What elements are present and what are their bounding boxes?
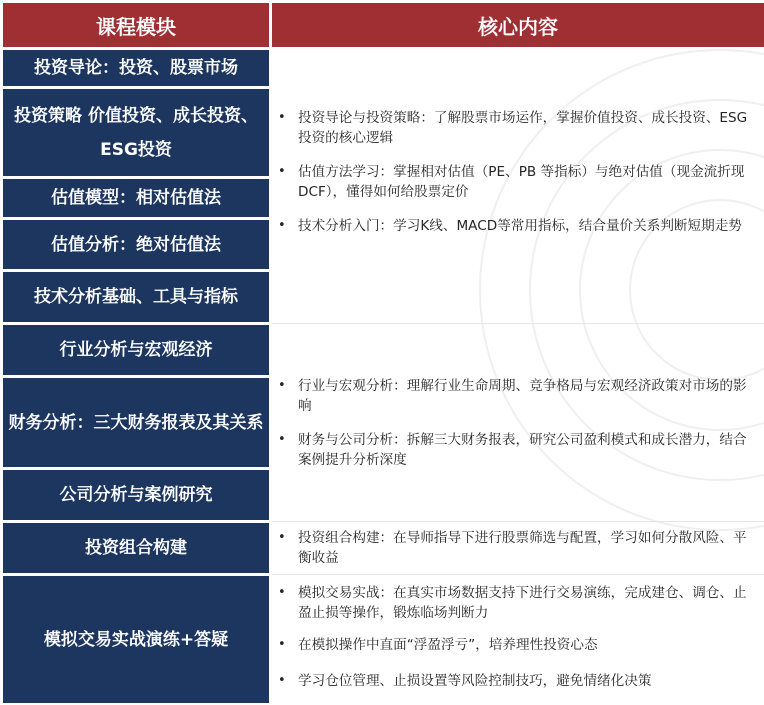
- content-bullet: • 估值方法学习：掌握相对估值（PE、PB 等指标）与绝对估值（现金流折现DCF），懂得如何给股票定价: [272, 162, 764, 202]
- module-cell: 技术分析基础、工具与指标: [3, 272, 269, 322]
- header-module: 课程模块: [3, 3, 269, 47]
- module-cell: 估值分析：绝对估值法: [3, 220, 269, 269]
- module-cell: 投资策略 价值投资、成长投资、ESG投资: [3, 89, 269, 176]
- content-bullet: • 在模拟操作中直面“浮盈浮亏”，培养理性投资心态: [272, 635, 764, 655]
- row-divider: [272, 574, 764, 575]
- row-divider: [272, 521, 764, 522]
- content-group-3: [272, 528, 764, 568]
- module-cell: 投资导论：投资、股票市场: [3, 50, 269, 86]
- content-bullet: • 行业与宏观分析：理解行业生命周期、竞争格局与宏观经济政策对市场的影响: [272, 376, 764, 416]
- module-cell: 公司分析与案例研究: [3, 470, 269, 520]
- content-bullet: • 学习仓位管理、止损设置等风险控制技巧，避免情绪化决策: [272, 671, 764, 691]
- module-cell: 财务分析：三大财务报表及其关系: [3, 378, 269, 467]
- module-cell: 投资组合构建: [3, 523, 269, 573]
- content-group-4: [272, 583, 764, 691]
- content-bullet: • 投资导论与投资策略：了解股票市场运作，掌握价值投资、成长投资、ESG 投资的核心逻辑: [272, 108, 764, 148]
- header-content: 核心内容: [272, 3, 764, 47]
- content-group-1: [272, 108, 764, 236]
- module-cell: 估值模型：相对估值法: [3, 179, 269, 217]
- content-bullet: • 财务与公司分析：拆解三大财务报表，研究公司盈利模式和成长潜力，结合案例提升分析深度: [272, 430, 764, 470]
- content-bullet: • 模拟交易实战：在真实市场数据支持下进行交易演练，完成建仓、调仓、止盈止损等操作，锻炼临场判断力: [272, 583, 764, 623]
- content-group-2: [272, 376, 764, 470]
- content-bullet: • 技术分析入门：学习K线、MACD等常用指标，结合量价关系判断短期走势: [272, 216, 764, 236]
- row-divider: [272, 323, 764, 324]
- module-cell: 行业分析与宏观经济: [3, 325, 269, 375]
- content-bullet: • 投资组合构建：在导师指导下进行股票筛选与配置，学习如何分散风险、平衡收益: [272, 528, 764, 568]
- module-cell: 模拟交易实战演练+答疑: [3, 576, 269, 703]
